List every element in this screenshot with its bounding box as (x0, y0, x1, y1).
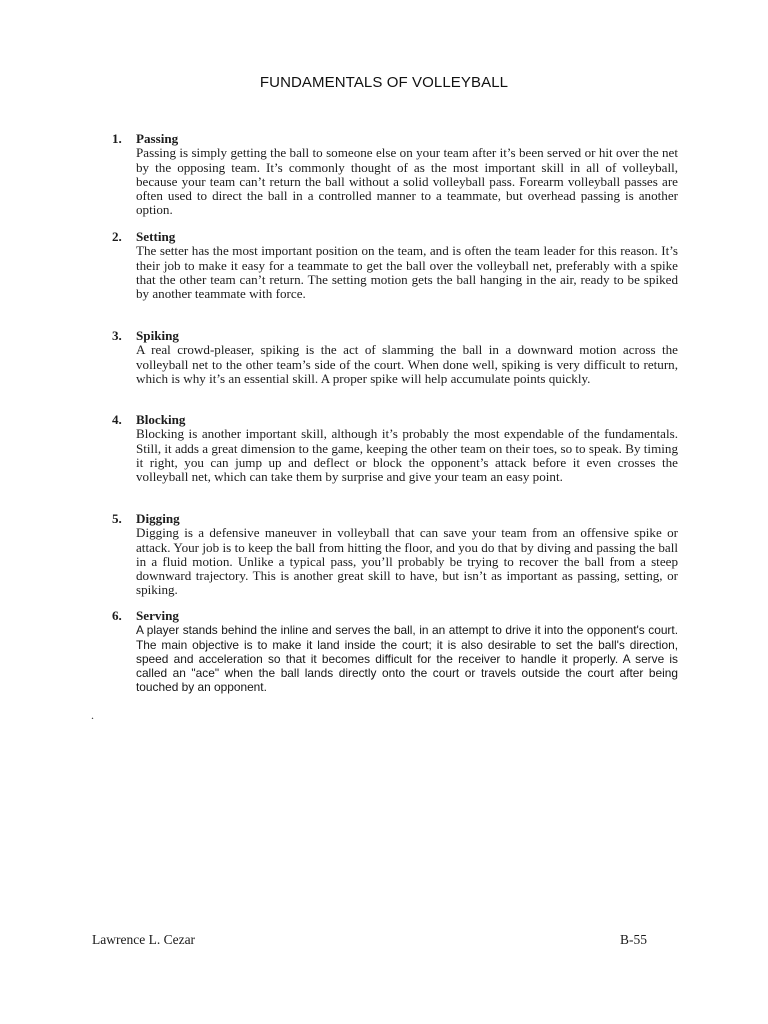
section-number: 6. (112, 608, 122, 623)
footer-author: Lawrence L. Cezar (92, 932, 196, 947)
section-number: 4. (112, 412, 122, 427)
section-heading (110, 609, 678, 623)
section-title: Spiking (136, 328, 179, 343)
section-number: 1. (112, 131, 122, 146)
section-heading (110, 329, 678, 343)
section-heading (110, 512, 678, 526)
section-spiking (110, 329, 678, 386)
section-number: 5. (112, 511, 122, 526)
section-body: Blocking is another important skill, although it’s probably the most expendable of the fundamentals. Still, it adds a great dimension to the game, keeping the other team on their toes, so to speak. By timing it right, you can jump up and deflect or block the opponent’s attack before it even crosses the volleyball net, which can take them by surprise and give your team an easy point. (136, 426, 678, 485)
section-heading (110, 230, 678, 244)
section-title: Blocking (136, 412, 186, 427)
section-body: The setter has the most important position on the team, and is often the team leader for this reason. It’s their job to make it easy for a teammate to get the ball over the volleyball net, preferably with a spike that the other team can’t return. The setting motion gets the ball hanging in the air, ready to be spiked by another teammate with force. (136, 243, 678, 302)
document-title: FUNDAMENTALS OF VOLLEYBALL (259, 74, 509, 91)
section-body: A player stands behind the inline and serves the ball, in an attempt to drive it into the opponent's court. The main objective is to make it land inside the court; it is also desirable to set the ball's direction, speed and acceleration so that it becomes difficult for the receiver to handle it properly. A serve is called an "ace" when the ball lands directly onto the court or travels outside the court after being touched by an opponent. (136, 623, 678, 695)
section-heading (110, 413, 678, 427)
section-number: 3. (112, 328, 122, 343)
section-digging (110, 512, 678, 598)
section-body: A real crowd-pleaser, spiking is the act of slamming the ball in a downward motion across the volleyball net to the other team’s side of the court. When done well, spiking is very difficult to return, which is why it’s an essential skill. A proper spike will help accumulate points quickly. (136, 342, 678, 386)
section-blocking (110, 413, 678, 484)
section-serving (110, 609, 678, 695)
section-body: Passing is simply getting the ball to someone else on your team after it’s been served or hit over the net by the opposing team. It’s commonly thought of as the most important skill in all of volleyball, because your team can’t return the ball without a solid volleyball pass. Forearm volleyball passes are often used to direct the ball in a controlled manner to a teammate, but overhead passing is another option. (136, 145, 678, 218)
stray-mark: . (91, 708, 94, 722)
section-setting (110, 230, 678, 301)
section-title: Passing (136, 131, 179, 146)
footer-page-number: B-55 (620, 932, 647, 947)
section-number: 2. (112, 229, 122, 244)
section-heading (110, 132, 678, 146)
section-passing (110, 132, 678, 218)
section-title: Serving (136, 608, 179, 623)
section-title: Setting (136, 229, 176, 244)
section-title: Digging (136, 511, 180, 526)
section-body: Digging is a defensive maneuver in volleyball that can save your team from an offensive spike or attack. Your job is to keep the ball from hitting the floor, and you do that by diving and passing the ball in a fluid motion. Unlike a typical pass, you’ll probably be trying to recover the ball from a steep downward trajectory. This is another great skill to have, but isn’t as important as passing, setting, or spiking. (136, 525, 678, 598)
